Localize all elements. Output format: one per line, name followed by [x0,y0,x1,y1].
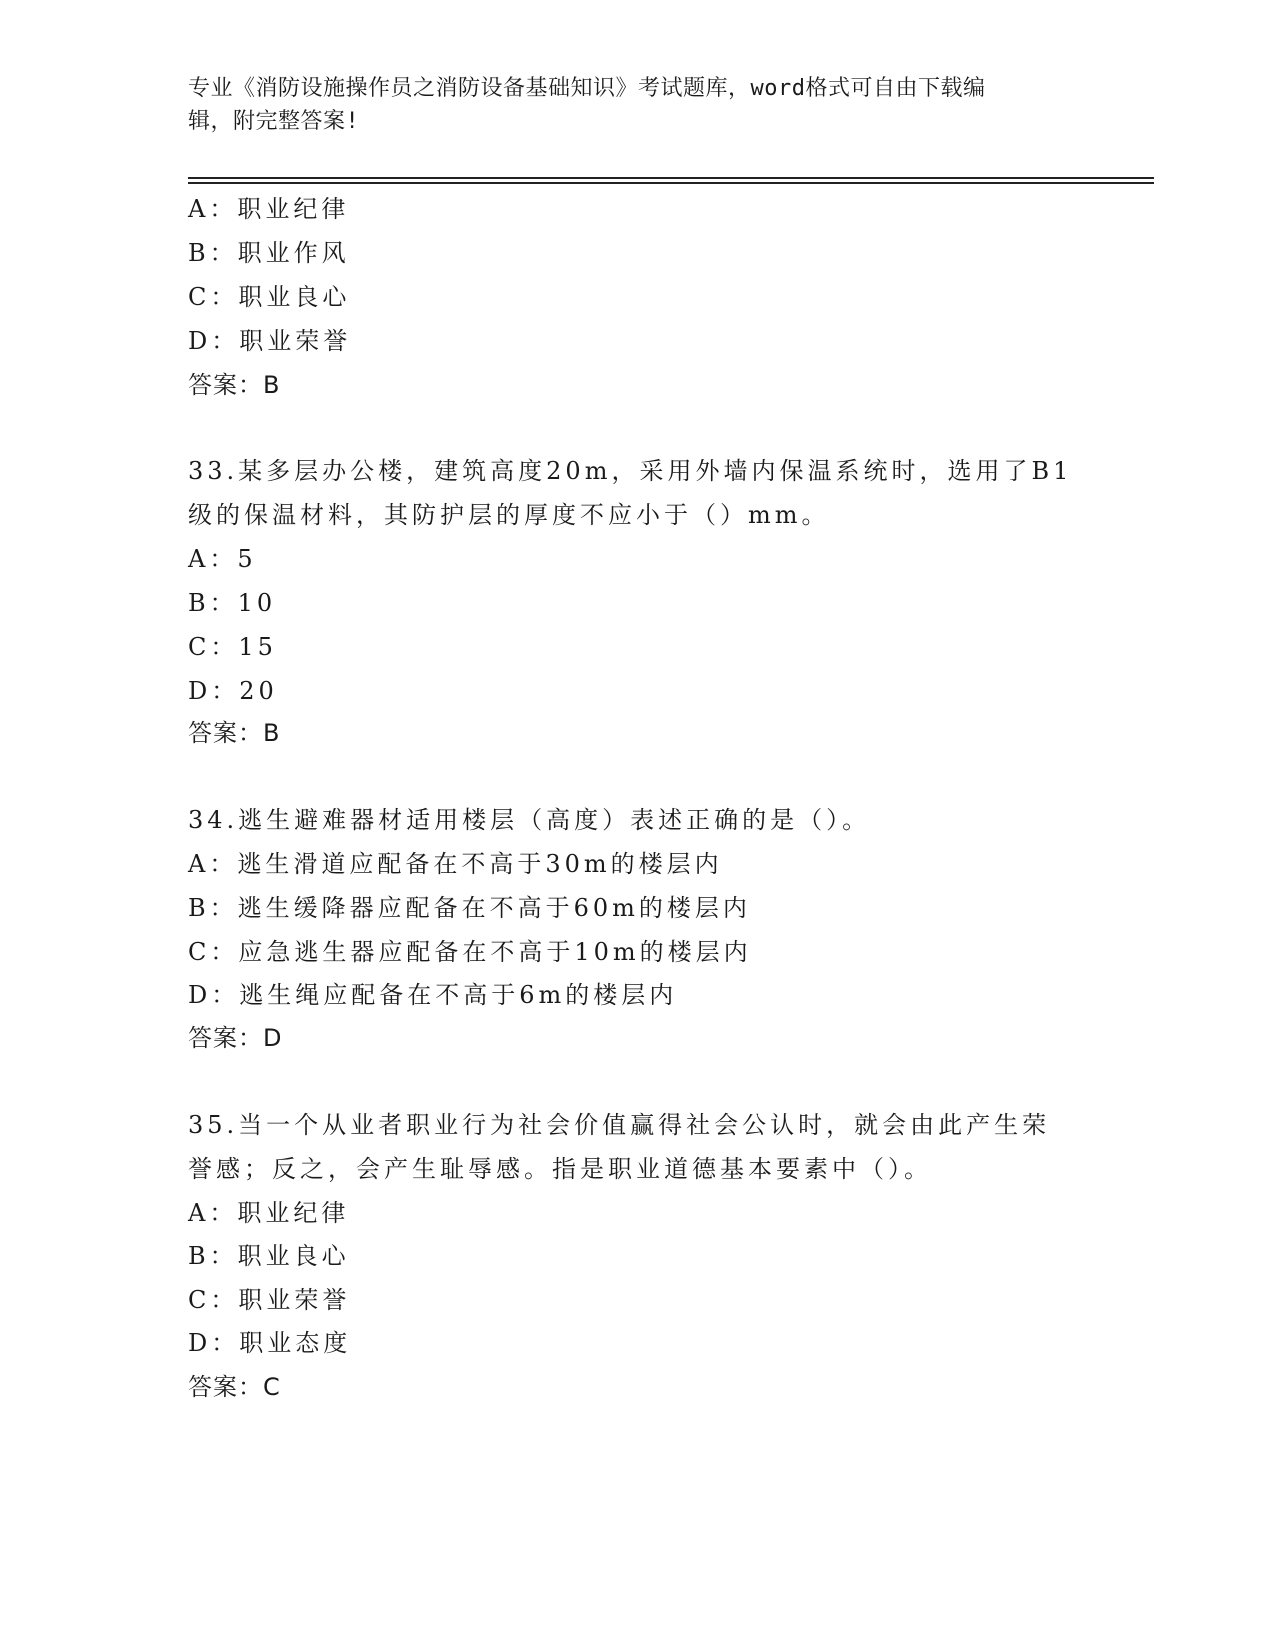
q32-answer: 答案：B [188,371,281,399]
q35-option-c: C：职业荣誉 [188,1286,351,1314]
q35-stem-line-1: 35.当一个从业者职业行为社会价值赢得社会公认时，就会由此产生荣 [188,1111,1051,1139]
q34-answer: 答案：D [188,1024,283,1052]
header-divider-top [188,177,1154,179]
q33-option-d: D：20 [188,677,278,705]
q32-option-c: C：职业良心 [188,283,351,311]
q33-option-a: A：5 [188,545,257,573]
q35-stem-line-2: 誉感；反之，会产生耻辱感。指是职业道德基本要素中（）。 [188,1155,932,1183]
q33-answer: 答案：B [188,719,281,747]
header-line-1: 专业《消防设施操作员之消防设备基础知识》考试题库，word格式可自由下载编 [188,76,986,101]
header-divider-bottom [188,182,1154,184]
q34-option-a: A：逃生滑道应配备在不高于30m的楼层内 [188,850,723,878]
q34-option-d: D：逃生绳应配备在不高于6m的楼层内 [188,981,678,1009]
q35-option-d: D：职业态度 [188,1329,352,1357]
q35-option-a: A：职业纪律 [188,1199,350,1227]
q33-stem-line-1: 33.某多层办公楼，建筑高度20m，采用外墙内保温系统时，选用了B1 [188,457,1073,485]
q33-stem-line-2: 级的保温材料，其防护层的厚度不应小于（）mm。 [188,501,830,529]
q33-option-c: C：15 [188,633,277,661]
q32-option-b: B：职业作风 [188,239,350,267]
q34-option-c: C：应急逃生器应配备在不高于10m的楼层内 [188,938,752,966]
q34-option-b: B：逃生缓降器应配备在不高于60m的楼层内 [188,894,751,922]
q35-answer: 答案：C [188,1373,281,1401]
header-line-2: 辑，附完整答案! [188,109,360,134]
q35-option-b: B：职业良心 [188,1242,350,1270]
q32-option-a: A：职业纪律 [188,195,350,223]
q32-option-d: D：职业荣誉 [188,327,352,355]
q33-option-b: B：10 [188,589,277,617]
document-header [188,72,1068,138]
q34-stem-line-1: 34.逃生避难器材适用楼层（高度）表述正确的是（）。 [188,806,871,834]
